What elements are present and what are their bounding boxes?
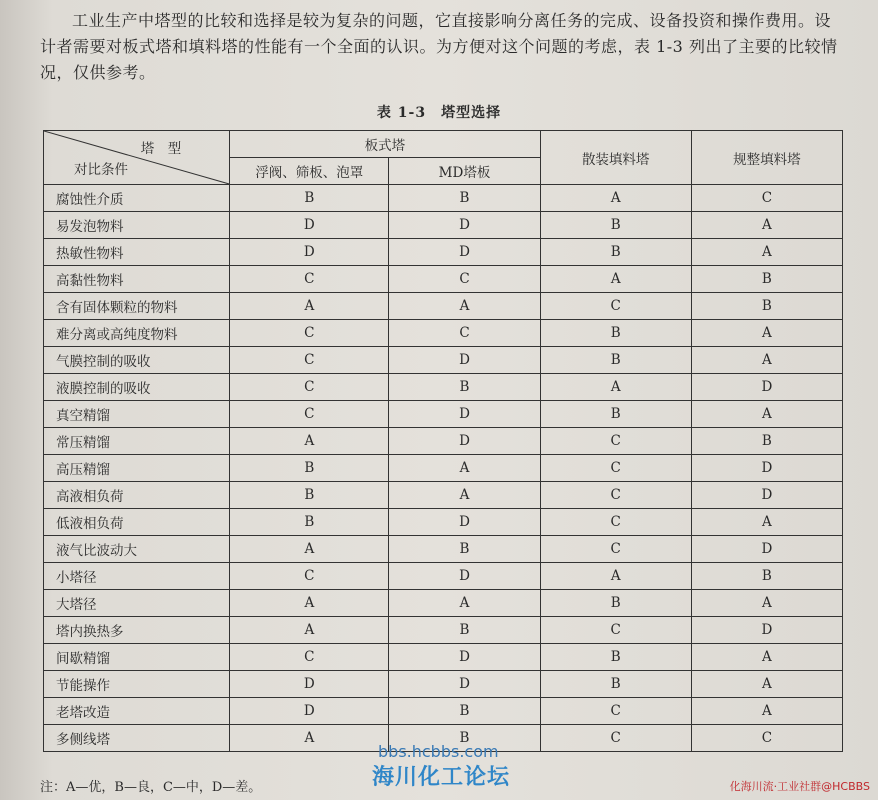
rating-cell: A [389,293,540,320]
rating-cell: B [389,374,540,401]
rating-cell: B [540,401,691,428]
rating-cell: D [230,698,389,725]
rating-cell: A [691,671,842,698]
rating-cell: D [691,455,842,482]
rating-cell: A [540,185,691,212]
intro-paragraph [40,8,840,86]
condition-cell: 高液相负荷 [44,482,230,509]
condition-cell: 易发泡物料 [44,212,230,239]
condition-cell: 高黏性物料 [44,266,230,293]
rating-cell: A [230,590,389,617]
rating-cell: B [540,212,691,239]
rating-cell: A [691,320,842,347]
table-row [44,671,843,698]
condition-cell: 液气比波动大 [44,536,230,563]
table-row [44,563,843,590]
table-row [44,212,843,239]
rating-cell: B [389,536,540,563]
rating-cell: A [230,536,389,563]
structured-packing-header: 规整填料塔 [691,131,842,185]
rating-cell: C [230,320,389,347]
table-row [44,347,843,374]
rating-cell: A [389,455,540,482]
rating-cell: B [691,563,842,590]
rating-cell: C [540,617,691,644]
rating-cell: B [230,482,389,509]
rating-cell: B [230,455,389,482]
rating-cell: C [691,185,842,212]
rating-cell: D [230,212,389,239]
condition-cell: 热敏性物料 [44,239,230,266]
rating-cell: B [691,266,842,293]
rating-cell: C [540,482,691,509]
rating-cell: D [389,509,540,536]
rating-cell: A [230,293,389,320]
table-row [44,239,843,266]
rating-cell: A [691,212,842,239]
rating-cell: C [230,563,389,590]
rating-cell: A [389,482,540,509]
rating-cell: A [540,266,691,293]
table-row [44,698,843,725]
table-body [44,185,843,752]
rating-cell: D [389,347,540,374]
rating-cell: B [540,239,691,266]
rating-cell: C [540,509,691,536]
table-row [44,482,843,509]
rating-cell: A [691,401,842,428]
table-row [44,428,843,455]
condition-cell: 气膜控制的吸收 [44,347,230,374]
rating-cell: C [540,536,691,563]
rating-cell: D [389,428,540,455]
diagonal-header-cell [44,131,230,185]
rating-cell: A [691,590,842,617]
rating-cell: B [540,347,691,374]
rating-cell: D [389,212,540,239]
condition-cell: 真空精馏 [44,401,230,428]
rating-cell: D [230,671,389,698]
table-row [44,374,843,401]
condition-cell: 间歇精馏 [44,644,230,671]
rating-cell: B [540,644,691,671]
rating-cell: D [691,617,842,644]
condition-cell: 节能操作 [44,671,230,698]
rating-cell: C [540,725,691,752]
rating-cell: B [230,509,389,536]
condition-cell: 小塔径 [44,563,230,590]
rating-cell: C [540,455,691,482]
rating-cell: D [389,644,540,671]
plate-sub-header-md: MD塔板 [389,158,540,185]
rating-cell: B [389,617,540,644]
rating-cell: B [389,185,540,212]
rating-cell: C [540,698,691,725]
intro-text: 工业生产中塔型的比较和选择是较为复杂的问题，它直接影响分离任务的完成、设备投资和操作费用。设计者需要对板式塔和填料塔的性能有一个全面的认识。为方便对这个问题的考虑，表 1-3 列出了主要的比较情况，仅供参考。 [40,11,838,82]
rating-cell: A [230,428,389,455]
rating-cell: A [691,347,842,374]
rating-cell: C [389,320,540,347]
table-row [44,455,843,482]
rating-cell: C [230,347,389,374]
condition-cell: 大塔径 [44,590,230,617]
table-row [44,644,843,671]
watermark-corner: 化海川流·工业社群@HCBBS [729,780,870,793]
table-row [44,590,843,617]
rating-cell: C [230,644,389,671]
rating-cell: C [691,725,842,752]
rating-cell: C [230,266,389,293]
table-row [44,536,843,563]
plate-sub-header-valve: 浮阀、筛板、泡罩 [230,158,389,185]
rating-cell: B [389,698,540,725]
watermark-url: bbs.hcbbs.com [378,742,499,761]
rating-cell: C [230,374,389,401]
rating-cell: B [540,590,691,617]
rating-cell: A [691,239,842,266]
table-note: 注：A—优，B—良，C—中，D—差。 [40,780,262,795]
watermark-forum: 海川化工论坛 [372,765,511,790]
rating-cell: C [540,293,691,320]
rating-cell: D [389,671,540,698]
condition-cell: 腐蚀性介质 [44,185,230,212]
condition-cell: 液膜控制的吸收 [44,374,230,401]
rating-cell: B [389,725,540,752]
rating-cell: A [230,725,389,752]
condition-cell: 含有固体颗粒的物料 [44,293,230,320]
tower-selection-table [43,130,843,752]
condition-cell: 多侧线塔 [44,725,230,752]
rating-cell: C [230,401,389,428]
rating-cell: A [691,509,842,536]
plate-tower-header: 板式塔 [230,131,540,158]
diagonal-header-top: 塔 型 [140,141,182,157]
rating-cell: B [230,185,389,212]
rating-cell: C [389,266,540,293]
rating-cell: A [230,617,389,644]
condition-cell: 常压精馏 [44,428,230,455]
rating-cell: B [540,671,691,698]
rating-cell: B [691,293,842,320]
random-packing-header: 散装填料塔 [540,131,691,185]
rating-cell: A [691,698,842,725]
rating-cell: D [691,482,842,509]
condition-cell: 老塔改造 [44,698,230,725]
table-row [44,509,843,536]
rating-cell: A [691,644,842,671]
condition-cell: 难分离或高纯度物料 [44,320,230,347]
rating-cell: C [540,428,691,455]
table-row [44,401,843,428]
rating-cell: A [389,590,540,617]
rating-cell: D [389,401,540,428]
table-caption: 表 1-3 塔型选择 [376,105,502,121]
rating-cell: B [691,428,842,455]
diagonal-line [44,131,229,184]
rating-cell: A [540,563,691,590]
table-row [44,293,843,320]
rating-cell: D [691,536,842,563]
rating-cell: D [230,239,389,266]
table-row [44,320,843,347]
rating-cell: D [691,374,842,401]
condition-cell: 塔内换热多 [44,617,230,644]
table-row [44,185,843,212]
rating-cell: D [389,563,540,590]
rating-cell: D [389,239,540,266]
condition-cell: 低液相负荷 [44,509,230,536]
rating-cell: B [540,320,691,347]
table-row [44,266,843,293]
condition-cell: 高压精馏 [44,455,230,482]
table-row [44,617,843,644]
rating-cell: A [540,374,691,401]
diagonal-header-bottom: 对比条件 [74,162,128,178]
